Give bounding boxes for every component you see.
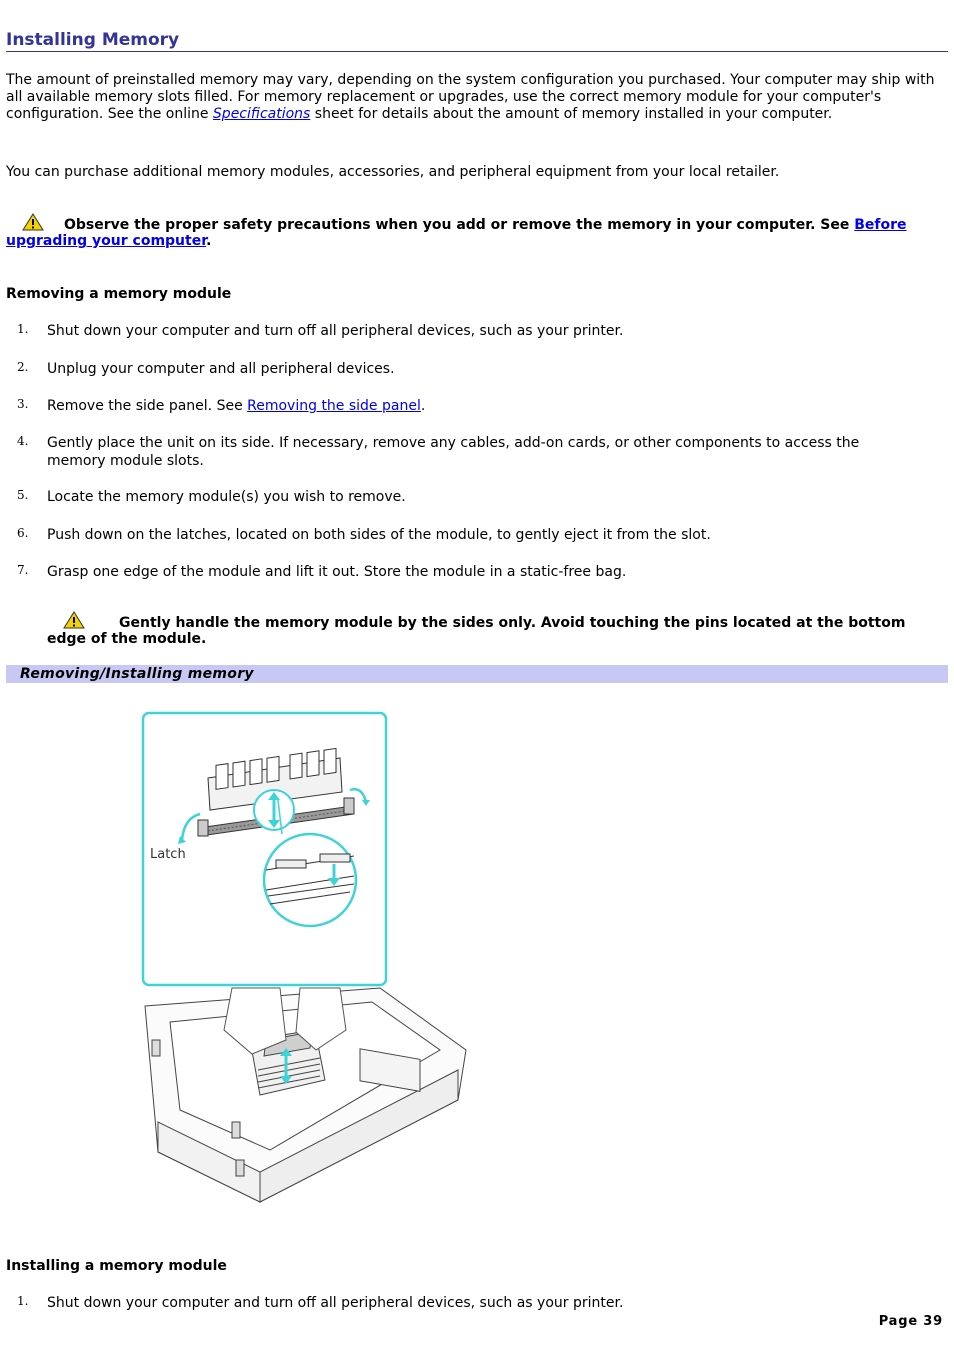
intro-paragraph-1 <box>6 72 936 123</box>
step-text-after: . <box>420 398 426 414</box>
warning-text: Observe the proper safety precautions when you add or remove the memory in your computer. See <box>64 217 855 233</box>
page-number: Page 39 <box>878 1314 943 1329</box>
step-text <box>47 397 907 415</box>
intro-text-after: sheet for details about the amount of memory installed in your computer. <box>310 106 833 122</box>
step-number: 1. <box>17 322 29 336</box>
warning-text: Gently handle the memory module by the sides only. Avoid touching the pins located at the bottom edge of the module. <box>47 615 906 647</box>
step-text-before: Remove the side panel. See <box>47 398 248 414</box>
removing-side-panel-link[interactable]: Removing the side panel <box>247 398 421 414</box>
step-text: Locate the memory module(s) you wish to remove. <box>47 489 406 505</box>
removing-heading: Removing a memory module <box>6 286 232 302</box>
step-text: Unplug your computer and all peripheral devices. <box>47 361 395 377</box>
step-number: 6. <box>17 526 29 540</box>
page-title: Installing Memory <box>6 30 948 52</box>
figure-caption-bar <box>6 665 948 683</box>
intro-paragraph-2: You can purchase additional memory modules, accessories, and peripheral equipment from your local retailer. <box>6 164 780 180</box>
warning-icon <box>63 611 85 629</box>
step-text: Shut down your computer and turn off all peripheral devices, such as your printer. <box>47 323 624 339</box>
step-number: 2. <box>17 360 29 374</box>
warning-text-end: . <box>206 233 212 249</box>
specifications-link[interactable]: Specifications <box>212 106 311 122</box>
memory-illustration <box>140 710 470 1210</box>
step-number: 3. <box>17 397 29 411</box>
step-number: 7. <box>17 563 29 577</box>
step-text: Shut down your computer and turn off all peripheral devices, such as your printer. <box>47 1295 624 1311</box>
before-upgrading-link[interactable]: Before upgrading your computer <box>6 217 907 249</box>
step-text: Push down on the latches, located on both sides of the module, to gently eject it from the slot. <box>47 527 711 543</box>
step-number: 5. <box>17 488 29 502</box>
intro-text: The amount of preinstalled memory may vary, depending on the system configuration you purchased. Your computer may ship with all available memory slots filled. For memory replacement or upgrades, use the correct memory module for your computer's configuration. See the online <box>6 72 935 122</box>
figure-caption: Removing/Installing memory <box>20 666 254 682</box>
latch-label: Latch <box>150 847 186 862</box>
step-text: Gently place the unit on its side. If necessary, remove any cables, add-on cards, or other components to access the memory module slots. <box>47 435 860 469</box>
step-number: 4. <box>17 434 29 448</box>
handling-warning <box>47 611 947 647</box>
safety-warning <box>6 213 936 249</box>
installing-heading: Installing a memory module <box>6 1258 227 1274</box>
warning-icon <box>22 213 44 231</box>
step-text: Grasp one edge of the module and lift it out. Store the module in a static-free bag. <box>47 564 627 580</box>
step-number: 1. <box>17 1294 29 1308</box>
